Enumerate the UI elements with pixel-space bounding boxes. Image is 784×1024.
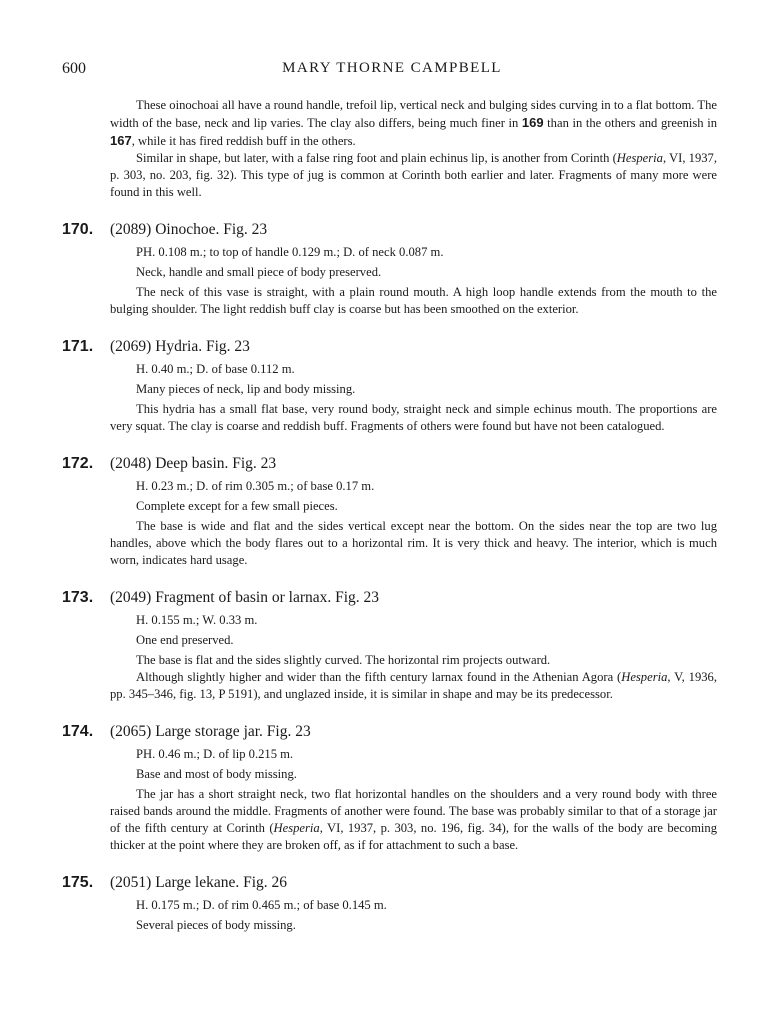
entry-description: The base is flat and the sides slightly curved. The horizontal rim projects outward. bbox=[136, 653, 551, 667]
entry-heading bbox=[62, 337, 717, 357]
catalogue-entry-170 bbox=[62, 220, 717, 318]
entry-dimensions: H. 0.155 m.; W. 0.33 m. bbox=[136, 613, 258, 627]
entry-number: 170. bbox=[62, 221, 94, 238]
entry-dimensions: H. 0.40 m.; D. of base 0.112 m. bbox=[136, 362, 295, 376]
entry-dimensions: PH. 0.108 m.; to top of handle 0.129 m.; D. of neck 0.087 m. bbox=[136, 245, 444, 259]
catalogue-entry-172 bbox=[62, 454, 717, 569]
entry-dimensions: PH. 0.46 m.; D. of lip 0.215 m. bbox=[136, 747, 294, 761]
entry-heading bbox=[62, 454, 717, 474]
entry-condition: Complete except for a few small pieces. bbox=[136, 499, 338, 513]
entry-number: 171. bbox=[62, 338, 94, 355]
intro-paragraph-2: Similar in shape, but later, with a false ring foot and plain echinus lip, is another from Corinth (Hesperia, VI, 1937, p. 303, no. 203, fig. 32). This type of jug is common at Corinth both earlier and later. Fragments of many more were found in this well. bbox=[110, 151, 717, 199]
catalogue-entry-175 bbox=[62, 873, 717, 934]
entry-heading bbox=[62, 220, 717, 240]
entry-title: (2069) Hydria. Fig. 23 bbox=[110, 338, 250, 355]
entry-title: (2051) Large lekane. Fig. 26 bbox=[110, 874, 288, 891]
entry-condition: One end preserved. bbox=[136, 633, 234, 647]
entry-heading bbox=[62, 722, 717, 742]
entry-number: 172. bbox=[62, 455, 94, 472]
entry-number: 174. bbox=[62, 723, 94, 740]
entry-number: 175. bbox=[62, 874, 94, 891]
page-number: 600 bbox=[62, 60, 86, 77]
entry-title: (2089) Oinochoe. Fig. 23 bbox=[110, 221, 268, 238]
entry-heading bbox=[62, 588, 717, 608]
entry-title: (2048) Deep basin. Fig. 23 bbox=[110, 455, 277, 472]
entry-condition: Several pieces of body missing. bbox=[136, 918, 296, 932]
entry-condition: Base and most of body missing. bbox=[136, 767, 297, 781]
entry-description: The base is wide and flat and the sides vertical except near the bottom. On the sides near the top are two lug handles, above which the body flares out to a horizontal rim. It is very thick and heavy. The interior, which is much worn, indicates hard usage. bbox=[110, 519, 717, 567]
entry-title: (2049) Fragment of basin or larnax. Fig. 23 bbox=[110, 589, 380, 606]
catalogue-entry-173 bbox=[62, 588, 717, 703]
entry-dimensions: H. 0.23 m.; D. of rim 0.305 m.; of base 0.17 m. bbox=[136, 479, 375, 493]
catalogue-entry-174 bbox=[62, 722, 717, 854]
intro-paragraph-1: These oinochoai all have a round handle, trefoil lip, vertical neck and bulging sides curving in to a flat bottom. The width of the base, neck and lip varies. The clay also differs, being much finer in 169 than in the others and greenish in 167, while it has fired reddish buff in the others. bbox=[110, 98, 717, 148]
page-body bbox=[62, 97, 717, 937]
entry-number: 173. bbox=[62, 589, 94, 606]
page-header bbox=[62, 60, 722, 80]
entry-description: The neck of this vase is straight, with a plain round mouth. A high loop handle extends from the mouth to the bulging shoulder. The light reddish buff clay is coarse but has been smoothed on the exterior. bbox=[110, 285, 717, 316]
entry-dimensions: H. 0.175 m.; D. of rim 0.465 m.; of base 0.145 m. bbox=[136, 898, 387, 912]
entry-description: The jar has a short straight neck, two flat horizontal handles on the shoulders and a very round body with three raised bands around the middle. Fragments of another were found. The base was probably similar to that of a storage jar of the fifth century at Corinth (Hesperia, VI, 1937, p. 303, no. 196, fig. 34), for the walls of the body are becoming thicker at the point where they are broken off, as if for attachment to such a base. bbox=[110, 787, 717, 852]
entry-condition: Neck, handle and small piece of body preserved. bbox=[136, 265, 382, 279]
entry-condition: Many pieces of neck, lip and body missing. bbox=[136, 382, 356, 396]
running-head: MARY THORNE CAMPBELL bbox=[282, 60, 502, 76]
entry-title: (2065) Large storage jar. Fig. 23 bbox=[110, 723, 311, 740]
entry-heading bbox=[62, 873, 717, 893]
catalogue-entry-171 bbox=[62, 337, 717, 435]
entry-description: This hydria has a small flat base, very round body, straight neck and simple echinus mouth. The proportions are very squat. The clay is coarse and reddish buff. Fragments of others were found but have not been catalogued. bbox=[110, 402, 717, 433]
entry-comparison: Although slightly higher and wider than the fifth century larnax found in the Athenian Agora (Hesperia, V, 1936, pp. 345–346, fig. 13, P 5191), and unglazed inside, it is similar in shape and may be its predecessor. bbox=[110, 670, 717, 701]
